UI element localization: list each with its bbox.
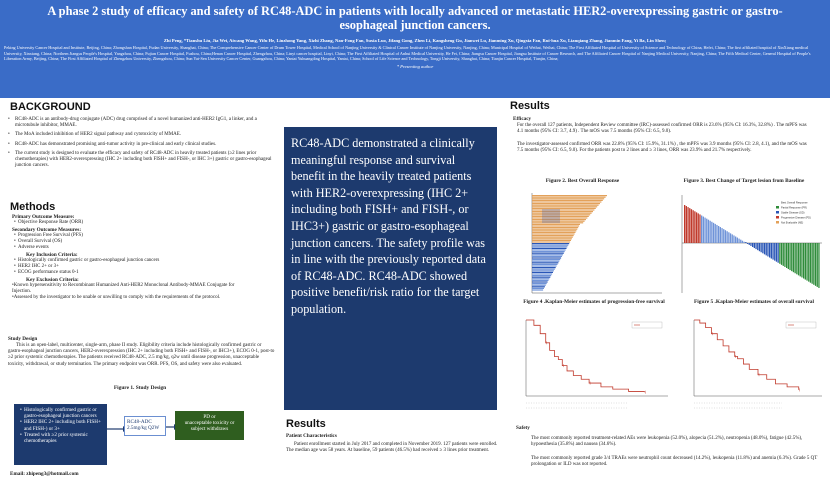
fig3-bar <box>747 243 748 244</box>
exclusion-criterion: •Known hypersensitivity to Recombinant Humanized Anti-HER2 Monoclonal Antibody-MMAE Conjugate for Injection. <box>12 283 235 295</box>
fig3-legend-swatch <box>776 221 779 224</box>
fig3-bar <box>767 243 768 256</box>
figure4-km-pfs <box>512 316 672 414</box>
km-curve <box>526 320 644 392</box>
fig2-bar <box>532 197 606 198</box>
fig2-bar <box>532 238 572 239</box>
fig2-bar <box>532 240 571 241</box>
fig3-bar <box>696 212 697 243</box>
fig3-bar <box>701 216 702 244</box>
fig3-bar <box>783 243 784 266</box>
fig3-bar <box>757 243 758 250</box>
fig2-bar <box>532 230 576 231</box>
fig3-bar <box>735 237 736 244</box>
fig3-legend-swatch <box>776 216 779 219</box>
fig3-bar <box>774 243 775 261</box>
fig2-bar <box>532 245 568 246</box>
background-heading: BACKGROUND <box>10 101 91 113</box>
figure4-title: Figure 4 .Kaplan-Meier estimates of progression-free survival <box>523 299 665 305</box>
secondary-outcome: • Progression Free Survival (PFS) <box>12 233 278 239</box>
exclusion-criterion: •Assessed by the investigator to be unable or unwilling to comply with the requirements of the protocol. <box>12 295 221 301</box>
fig3-bar <box>805 243 806 280</box>
figure5-title: Figure 5 .Kaplan-Meier estimates of overall survival <box>693 299 815 305</box>
fig2-bar <box>532 208 596 209</box>
fig3-bar <box>798 243 799 275</box>
figure3-chart <box>676 191 826 297</box>
efficacy-heading: Efficacy <box>513 116 532 122</box>
fig3-bar <box>694 211 695 243</box>
study-design-heading: Study Design <box>8 336 38 342</box>
fig3-bar <box>718 226 719 243</box>
fig2-bar <box>532 200 603 201</box>
fig2-bar <box>532 229 577 230</box>
fig3-bar <box>713 223 714 243</box>
fig3-bar <box>772 243 773 260</box>
km-curve <box>694 320 799 390</box>
fig3-bar <box>810 243 811 283</box>
safety-text-2: The most commonly reported grade 3/4 TRAEs were neutrophil count decreased (14.2%), leukopenia (11.8%) and anemia (6.3%). Grade 5 QT prolongation or ILD was not reported. <box>531 456 818 468</box>
fig2-bar <box>532 261 559 262</box>
fig2-bar <box>532 265 557 266</box>
fig3-legend-swatch <box>776 206 779 209</box>
background-bullet: • RC48-ADC is an antibody-drug conjugate (ADC) drug comprised of a novel humanized anti-HER2 IgG1, a linker, and a microtubule inhibitor, MMAE. <box>6 117 276 129</box>
fig2-bar <box>532 277 550 278</box>
fig3-bar <box>691 209 692 243</box>
fig3-bar <box>725 230 726 243</box>
fig3-bar <box>715 224 716 243</box>
safety-text-1: The most commonly reported treatment-related AEs were leukopenia (52.0%), alopecia (51.2%), neutropenia (48.0%), fatigue (42.5%), hypoesthesia (35.8%) and nausea (34.6%). <box>531 436 803 448</box>
inclusion-criterion: • Histologically confirmed gastric or gastro-esophageal junction cancers <box>12 258 278 264</box>
figure1-title: Figure 1. Study Design <box>113 385 167 391</box>
fig2-bar <box>532 241 570 242</box>
fig3-bar <box>744 242 745 243</box>
fig3-bar <box>708 220 709 243</box>
fig3-bar <box>716 225 717 243</box>
fig3-bar <box>740 240 741 243</box>
fig2-bar <box>532 249 566 250</box>
study-design-text: This is an open-label, multicenter, single-arm, phase II study. Eligibility criteria include histologically confirmed gastric or gastro-esophageal junction cancers, HER2-overexpression (IHC 2+ including both FISH+ and FISH-, or IHC3+), ECOG 0-1, post-to ≥2 prior systemic chemotherapies. The patients received RC48-ADC, 2.5 mg/kg, q2w until disease progression, unacceptable toxicity, withdrawal, or study termination. The primary endpoint was ORR. PFS, OS, and safety were also evaluated. <box>8 343 275 367</box>
flow-eligibility-box <box>14 404 107 465</box>
presenting-author-note: * Presenting author <box>396 63 434 69</box>
fig3-bar <box>778 243 779 263</box>
fig3-bar <box>815 243 816 286</box>
fig3-bar <box>684 205 685 243</box>
fig3-bar <box>755 243 756 249</box>
fig3-legend-swatch <box>776 211 779 214</box>
fig3-legend-label: Not Evaluable (NE) <box>781 221 804 225</box>
fig3-bar <box>759 243 760 251</box>
fig2-bar <box>532 248 567 249</box>
fig2-bar <box>532 257 561 258</box>
safety-heading: Safety <box>516 425 530 431</box>
primary-outcome: • Objective Response Rate (ORR) <box>12 220 278 226</box>
fig3-bar <box>706 219 707 243</box>
fig3-bar <box>698 213 699 243</box>
fig3-bar <box>730 233 731 243</box>
fig2-bar <box>532 281 548 282</box>
flow-eligibility-item: • HER2 IHC 2+ including both FISH+ and FISH-) or 3+ <box>18 419 104 431</box>
fig2-bar <box>532 227 578 228</box>
efficacy-text-2: The investigator-assessed confirmed ORR was 22.8% (95% CI: 15.9%, 31.1%) , the mPFS was 3.9 months (95% CI: 2.8, 4.1), and the mOS was 7.5 months (95% CI: 6.5, 9.0). For the patients post to 2 lines and ≥ 3 lines, ORR was 23.9% and 21.7% respectively. <box>517 142 807 154</box>
fig3-bar <box>796 243 797 274</box>
fig3-bar <box>711 222 712 243</box>
fig2-bar <box>532 225 579 226</box>
patient-characteristics-text: Patient enrollment started in July 2017 and completed in November 2019. 127 patients were enrolled. The median age was 58 years. At baseline, 59 patients (46.5%) had received ≥ 3 lines prior treatment. <box>286 442 498 454</box>
fig3-bar <box>786 243 787 268</box>
fig3-bar <box>699 214 700 243</box>
background-bullet: • The current study is designed to evaluate the efficacy and safety of RC48-ADC in heavily treated patients (≥2 lines prior chemotherapies) with HER2-overexpressing (IHC 2+ including both FISH+ and FISH-, or IHC 3+) gastric or gastro-esophageal junction cancers. <box>6 151 276 170</box>
fig2-bar <box>532 214 590 215</box>
fig3-bar <box>818 243 819 288</box>
fig2-bar <box>532 206 597 207</box>
fig2-bar <box>532 232 576 233</box>
fig2-bar <box>532 195 607 196</box>
fig2-bar <box>532 246 567 247</box>
fig3-bar <box>789 243 790 270</box>
fig3-bar <box>761 243 762 252</box>
affiliations: Peking University Cancer Hospital and Institute, Beijing, China; Zhongshan Hospital, Fudan University, Shanghai, China; The Comprehensive Cancer Center of Drum Tower Hospital, Medical School of Nanjing University & Clinical Cancer Institute of Nanjing University, Nanjing, China; Municipal Hospital of Weihai, Weihai, China; The First Affiliated Hospital of University of Science and Technology of China, Hefei, China; The first affiliated hospital of XinXiang medical University, Xinxiang, China; Northern Jiangsu People's Hospital, Yangzhou, China; Fujian Cancer Hospital, Fuzhou, China;Henan Cancer Hospital, Zhengzhou, China; Linyi cancer hospital, Linyi, China; The First Affiliated Hospital of Anhui Medical University, He Fei, China; Jiangsu Cancer Hospital, Jiangsu Institute of Cancer Research, and The Affiliated Cancer Hospital of Nanjing Medical University, Nanjing, China; The Fifth Medical Center, General Hospital of People's Liberation Army, Beijing, China; The First Affiliated Hospital of Zhengzhou University, Zhengzhou, China; Sun Yat-Sen University Cancer Center, Guangzhou, China; Yantai Yuhuangding Hospital, Yantai, China; School of Life Science and Technology, Tongji University, Shanghai, China; Tianjin Cancer Hospital, Tianjin, China; <box>4 45 811 62</box>
fig2-bar <box>532 233 575 234</box>
fig3-bar <box>723 229 724 243</box>
fig2-bar <box>532 262 558 263</box>
exclusion-heading: Key Exclusion Criteria: <box>26 276 79 283</box>
fig3-bar <box>703 217 704 243</box>
results-heading-left: Results <box>286 418 326 430</box>
fig3-bar <box>766 243 767 255</box>
fig2-bar <box>532 235 574 236</box>
fig3-bar <box>738 239 739 243</box>
fig2-bar <box>532 253 564 254</box>
fig3-bar <box>749 243 750 245</box>
fig3-bar <box>784 243 785 267</box>
fig2-bar <box>532 243 569 244</box>
fig3-bar <box>727 231 728 243</box>
fig2-bar <box>532 273 552 274</box>
fig3-bar <box>806 243 807 281</box>
fig3-legend-swatch <box>776 201 779 204</box>
fig2-bar <box>532 203 600 204</box>
fig2-bar <box>532 198 604 199</box>
author-list: Zhi Peng, *Tianshu Liu, Jia Wei, Aiwang Wang, Yifu He, Linzhong Yang, Xizhi Zhang, Nan-Fong Fan, Suxia Luo, Jifang Gong, Zhen Li, Kangsheng Gu, Jianwei Lu, Jianming Xu, Qingxia Fan, Rui-hua Xu, Lianqiang Zhang, Jianmin Fang, Yi Ba, Lin Shen; <box>163 38 667 43</box>
figure2-chart <box>512 189 667 297</box>
fig2-bar <box>532 216 589 217</box>
fig2-bar <box>532 272 553 273</box>
fig3-bar <box>762 243 763 253</box>
fig2-bar <box>532 201 601 202</box>
fig3-bar <box>737 238 738 243</box>
fig3-bar <box>686 206 687 243</box>
figure5-km-os <box>680 316 826 414</box>
fig3-legend-label: Progressive Disease (PD) <box>781 216 811 220</box>
flow-eligibility-item: • Histologically confirmed gastric or gastro-esophageal junction cancers <box>18 407 104 419</box>
fig3-bar <box>769 243 770 258</box>
fig3-legend-label: Best Overall Response <box>781 201 808 205</box>
secondary-outcome-heading: Secondary Outcome Measures: <box>12 226 82 233</box>
background-bullet: • RC48-ADC has demonstrated promising anti-tumor activity in pre-clinical and early clinical studies. <box>6 142 276 148</box>
fig2-bar <box>532 286 545 287</box>
fig3-legend-label: Partial Response (PR) <box>781 206 807 210</box>
poster-title: A phase 2 study of efficacy and safety of RC48-ADC in patients with locally advanced or metastatic HER2-overexpressing gastric or gastro-esophageal junction cancers. <box>47 4 783 32</box>
fig2-highlight <box>542 209 560 223</box>
fig2-bar <box>532 288 544 289</box>
fig3-legend-label: Stable Disease (SD) <box>781 211 805 215</box>
figure2-title: Figure 2. Best Overall Response <box>545 178 620 184</box>
methods-heading: Methods <box>10 201 56 213</box>
fig2-bar <box>532 237 573 238</box>
inclusion-criterion: • ECOG performance status 0-1 <box>12 270 278 276</box>
inclusion-heading: Key Inclusion Criteria: <box>26 251 78 258</box>
fig3-bar <box>689 208 690 243</box>
primary-outcome-heading: Primary Outcome Measure: <box>12 214 75 220</box>
fig3-bar <box>704 218 705 243</box>
flow-endpoint-box: PD or unacceptable toxicity or subject withdraws <box>175 411 244 440</box>
fig3-bar <box>720 227 721 243</box>
fig3-bar <box>764 243 765 254</box>
fig2-bar <box>532 251 565 252</box>
fig2-bar <box>532 269 555 270</box>
fig3-bar <box>801 243 802 277</box>
fig2-bar <box>532 205 599 206</box>
fig2-bar <box>532 211 593 212</box>
inclusion-criterion: • HER2 IHC 2+ or 3+ <box>12 264 278 270</box>
fig2-bar <box>532 283 547 284</box>
fig2-bar <box>532 254 563 255</box>
fig2-bar <box>532 213 592 214</box>
fig2-bar <box>532 270 554 271</box>
fig3-bar <box>812 243 813 284</box>
secondary-outcome: • Adverse events <box>12 245 278 251</box>
fig3-bar <box>771 243 772 259</box>
fig3-bar <box>788 243 789 269</box>
fig3-bar <box>808 243 809 282</box>
fig3-bar <box>817 243 818 287</box>
fig3-bar <box>733 235 734 243</box>
patient-characteristics-heading: Patient Characteristics <box>286 433 337 439</box>
fig3-bar <box>791 243 792 271</box>
fig3-bar <box>742 241 743 243</box>
left-column <box>0 98 282 487</box>
fig3-bar <box>803 243 804 279</box>
fig3-bar <box>721 228 722 243</box>
fig3-bar <box>779 243 780 264</box>
fig3-bar <box>752 243 753 247</box>
fig3-bar <box>745 242 746 243</box>
fig2-bar <box>532 256 562 257</box>
secondary-outcome: • Overall Survival (OS) <box>12 239 278 245</box>
fig3-bar <box>710 221 711 243</box>
background-bullet: • The MoA included inhibition of HER2 signal pathway and cytotoxicity of MMAE. <box>6 132 276 138</box>
fig2-bar <box>532 224 580 225</box>
fig2-bar <box>532 285 546 286</box>
background-list <box>6 117 276 169</box>
fig3-bar <box>732 234 733 243</box>
fig3-bar <box>750 243 751 246</box>
conclusion-box: RC48-ADC demonstrated a clinically meaningful response and survival benefit in the heavily treated patients with HER2-overexpressing (IHC 2+ including both FISH+ and FISH-, or IHC3+) gastric or gastro-esophageal junction cancers. The safety profile was in line with the previously reported data of RC48-ADC. RC48-ADC showed positive benefit/risk ratio for the target population. <box>284 127 497 410</box>
fig3-bar <box>813 243 814 285</box>
fig2-bar <box>532 289 543 290</box>
flow-eligibility-item: • Treated with ≥2 prior systemic chemotherapies <box>18 432 104 444</box>
fig3-bar <box>800 243 801 276</box>
fig3-bar <box>776 243 777 262</box>
fig3-bar <box>781 243 782 265</box>
flow-treatment-box: RC48-ADC 2.5mg/kg Q2W <box>124 416 166 436</box>
efficacy-text-1: For the overall 127 patients, Independent Review committee (IRC)-assessed confirmed ORR is 23.6% (95% CI: 16.3%, 32.8%) . The mPFS was 4.1 months (95% CI: 3.7, 4.9) . The mOS was 7.5 months (95% CI: 6.5, 9.0). <box>517 123 807 135</box>
fig2-bar <box>532 264 558 265</box>
figure3-title: Figure 3. Best Change of Target lesion from Baseline <box>683 178 805 184</box>
fig3-bar <box>687 207 688 243</box>
fig3-bar <box>728 232 729 243</box>
fig2-bar <box>532 280 549 281</box>
fig3-bar <box>754 243 755 248</box>
poster-header <box>0 0 830 98</box>
fig2-bar <box>532 278 549 279</box>
fig3-bar <box>793 243 794 272</box>
fig2-bar <box>532 267 556 268</box>
fig2-bar <box>532 259 560 260</box>
methods-block <box>12 214 278 302</box>
fig3-bar <box>693 210 694 243</box>
results-heading-right: Results <box>510 100 550 112</box>
fig2-bar <box>532 275 551 276</box>
contact-email: Email: zhipeng3@hotmail.com <box>10 471 79 477</box>
fig3-bar <box>795 243 796 273</box>
fig2-bar <box>532 209 594 210</box>
